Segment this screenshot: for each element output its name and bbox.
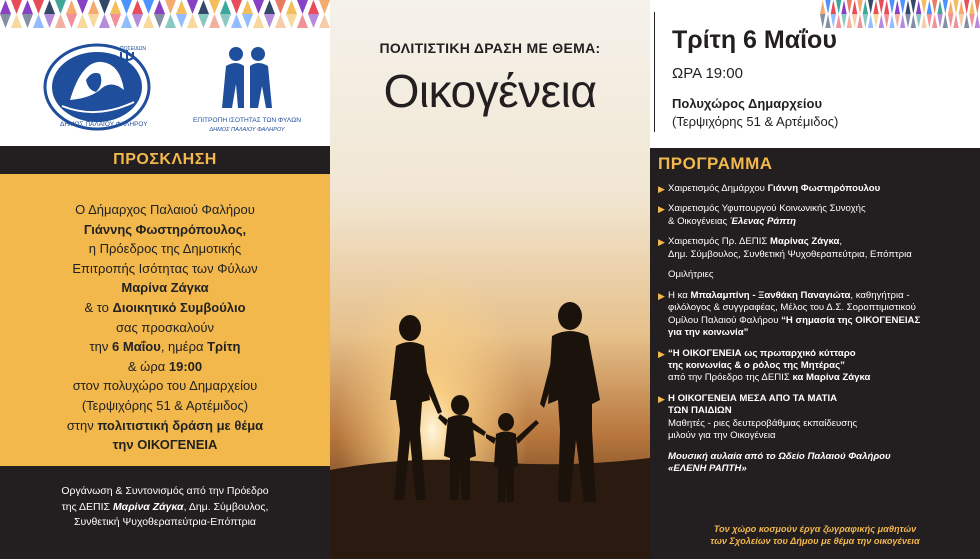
pattern-tile	[88, 0, 99, 14]
pattern-tile	[44, 14, 55, 28]
arrow-icon: ▶	[658, 291, 665, 302]
middle-column	[330, 0, 650, 559]
pattern-tile	[165, 14, 176, 28]
pattern-tile	[11, 0, 22, 14]
inv-line: & το Διοικητικό Συμβούλιο	[84, 299, 246, 315]
inv-line: σας προσκαλούν	[115, 319, 215, 335]
inv-line: την ΟΙΚΟΓΕΝΕΙΑ	[112, 437, 218, 453]
pattern-tile	[264, 14, 275, 28]
invitation-heading: ΠΡΟΣΚΛΗΣΗ	[0, 146, 330, 174]
pattern-tile	[319, 0, 330, 14]
pattern-tile	[55, 14, 66, 28]
pattern-tile	[198, 14, 209, 28]
pattern-tile	[121, 14, 132, 28]
pattern-tile	[264, 0, 275, 14]
program-item: ▶ Χαιρετισμός Υφυπουργού Κοινωνικής Συνοχής & Οικογένειας Έλενας Ράπτη	[658, 203, 866, 227]
pattern-tile	[154, 14, 165, 28]
pattern-tile	[110, 14, 121, 28]
pattern-tile	[242, 14, 253, 28]
pattern-tile	[66, 14, 77, 28]
event-address: (Τερψιχόρης 51 & Αρτέμιδος)	[672, 114, 839, 129]
pattern-tile	[220, 14, 231, 28]
left-column	[0, 0, 330, 559]
arrow-icon: ▶	[658, 204, 665, 215]
event-date: Τρίτη 6 Μαΐου	[672, 26, 837, 54]
logo2-line2: ΔΗΜΟΣ ΠΑΛΑΙΟΥ ΦΑΛΗΡΟΥ	[209, 127, 285, 133]
pattern-tile	[231, 14, 242, 28]
divider-line	[654, 12, 655, 132]
inv-line: Επιτροπής Ισότητας των Φύλων	[72, 260, 258, 276]
pattern-tile	[187, 14, 198, 28]
pattern-tile	[308, 14, 319, 28]
pattern-tile	[0, 0, 11, 14]
program-section	[650, 148, 980, 559]
pattern-tile	[110, 0, 121, 14]
pattern-tile	[187, 0, 198, 14]
program-item: ▶ Η ΟΙΚΟΓΕΝΕΙΑ ΜΕΣΑ ΑΠΟ ΤΑ ΜΑΤΙΑ ΤΩΝ ΠΑΙΔΙΩΝ Μαθητές - ριες δευτεροβάθμιας εκπαίδευσης μιλούν για την Οικογένεια	[658, 392, 858, 442]
footer-line: Συνθετική Ψυχοθεραπεύτρια-Επόπτρια	[73, 516, 257, 528]
inv-line: & ώρα 19:00	[127, 358, 203, 374]
municipality-logo	[42, 40, 152, 135]
pattern-tile	[275, 14, 286, 28]
pattern-tile	[231, 0, 242, 14]
logos-area	[0, 38, 330, 138]
logo-arc-text: ΔΗΜΟΣ ΠΑΛΑΙΟΥ ΦΑΛΗΡΟΥ	[60, 121, 148, 128]
program-item: ▶ Χαιρετισμός Δημάρχου Γιάννη Φωστηρόπουλου	[658, 183, 881, 194]
inv-line: Γιάννης Φωστηρόπουλος,	[83, 221, 247, 237]
pattern-tile	[22, 14, 33, 28]
inv-line: την 6 Μαΐου, ημέρα Τρίτη	[89, 339, 241, 355]
program-item: ▶ Η κα Μπαλαμπίνη - Ξανθάκη Παναγιώτα, καθηγήτρια - φιλόλογος & συγγραφέας, Μέλος του Δ.Σ. Σοροπτιμιστικού Ομίλου Παλαιού Φαλήρου “Η σημασία της ΟΙΚΟΓΕΝΕΙΑΣ για την κοινωνία”	[658, 290, 921, 339]
pattern-tile	[176, 14, 187, 28]
pattern-tile	[99, 14, 110, 28]
pattern-tile	[154, 0, 165, 14]
pattern-tile	[121, 0, 132, 14]
pattern-tile	[209, 0, 220, 14]
pattern-tile	[253, 14, 264, 28]
right-column	[650, 0, 980, 559]
event-title: Οικογένεια	[383, 65, 597, 117]
pattern-tile	[143, 14, 154, 28]
inv-line: η Πρόεδρος της Δημοτικής	[88, 241, 242, 257]
pattern-tile	[132, 14, 143, 28]
pattern-tile	[297, 0, 308, 14]
inv-line: στην πολιτιστική δράση με θέμα	[66, 417, 264, 433]
pattern-tile	[286, 0, 297, 14]
event-subtitle: ΠΟΛΙΤΙΣΤΙΚΗ ΔΡΑΣΗ ΜΕ ΘΕΜΑ:	[379, 40, 601, 56]
event-place: Πολυχώρος Δημαρχείου	[672, 96, 823, 111]
inv-line: (Τερψιχόρης 51 & Αρτέμιδος)	[81, 397, 249, 413]
logo2-line1: ΕΠΙΤΡΟΠΗ ΙΣΟΤΗΤΑΣ ΤΩΝ ΦΥΛΩΝ	[193, 117, 301, 124]
pattern-tile	[165, 0, 176, 14]
date-box	[650, 0, 980, 148]
arrow-icon: ▶	[658, 184, 665, 194]
pattern-tile	[0, 14, 11, 28]
decorative-pattern-left	[0, 0, 330, 30]
speakers-label: Ομιλήτριες	[668, 269, 714, 281]
logo-top-text: ΠΟΣΕΙΔΩΝ	[120, 46, 147, 52]
inv-line: Μαρίνα Ζάγκα	[121, 280, 209, 296]
pattern-tile	[143, 0, 154, 14]
organizer-footer	[0, 466, 330, 559]
pattern-tile	[286, 14, 297, 28]
pattern-tile	[132, 0, 143, 14]
pattern-tile	[308, 0, 319, 14]
event-time: ΩΡΑ 19:00	[672, 65, 743, 82]
program-item: ▶ Χαιρετισμός Πρ. ΔΕΠΙΣ Μαρίνας Ζάγκα, Δημ. Σύμβουλος, Συνθετική Ψυχοθεραπεύτρια, Επόπτρια	[658, 236, 912, 260]
arrow-icon: ▶	[658, 237, 665, 248]
footer-line: της ΔΕΠΙΣ Μαρίνα Ζάγκα, Δημ. Σύμβουλος,	[61, 500, 269, 513]
pattern-tile	[22, 0, 33, 14]
exhibition-note: Τον χώρο κοσμούν έργα ζωγραφικής μαθητών των Σχολείων του Δήμου με θέμα την οικογένεια	[710, 524, 920, 546]
pattern-tile	[55, 0, 66, 14]
pattern-tile	[176, 0, 187, 14]
pattern-tile	[77, 0, 88, 14]
pattern-tile	[209, 14, 220, 28]
inv-line: Ο Δήμαρχος Παλαιού Φαλήρου	[75, 202, 255, 217]
pattern-tile	[33, 0, 44, 14]
pattern-tile	[220, 0, 231, 14]
program-item: ▶ “Η ΟΙΚΟΓΕΝΕΙΑ ως πρωταρχικό κύτταρο της κοινωνίας & ο ρόλος της Μητέρας” από την Πρόεδρο της ΔΕΠΙΣ κα Μαρίνα Ζάγκα	[658, 347, 871, 384]
pattern-tile	[253, 0, 264, 14]
pattern-tile	[99, 0, 110, 14]
arrow-icon: ▶	[658, 393, 665, 404]
pattern-tile	[297, 14, 308, 28]
pattern-tile	[33, 14, 44, 28]
pattern-tile	[66, 0, 77, 14]
pattern-tile	[44, 0, 55, 14]
inv-line: στον πολυχώρο του Δημαρχείου	[72, 378, 258, 394]
arrow-icon: ▶	[658, 348, 665, 359]
equality-committee-logo	[192, 40, 302, 135]
pattern-tile	[319, 14, 330, 28]
pattern-tile	[198, 0, 209, 14]
pattern-tile	[275, 0, 286, 14]
pattern-tile	[242, 0, 253, 14]
pattern-tile	[77, 14, 88, 28]
footer-line: Οργάνωση & Συντονισμός από την Πρόεδρο	[61, 485, 269, 497]
music-line: Μουσική αυλαία από το Ωδείο Παλαιού Φαλήρου «ΕΛΕΝΗ ΡΑΠΤΗ»	[668, 450, 891, 474]
pattern-tile	[88, 14, 99, 28]
program-heading: ΠΡΟΓΡΑΜΜΑ	[658, 154, 773, 173]
pattern-tile	[11, 14, 22, 28]
invitation-text	[0, 174, 330, 466]
